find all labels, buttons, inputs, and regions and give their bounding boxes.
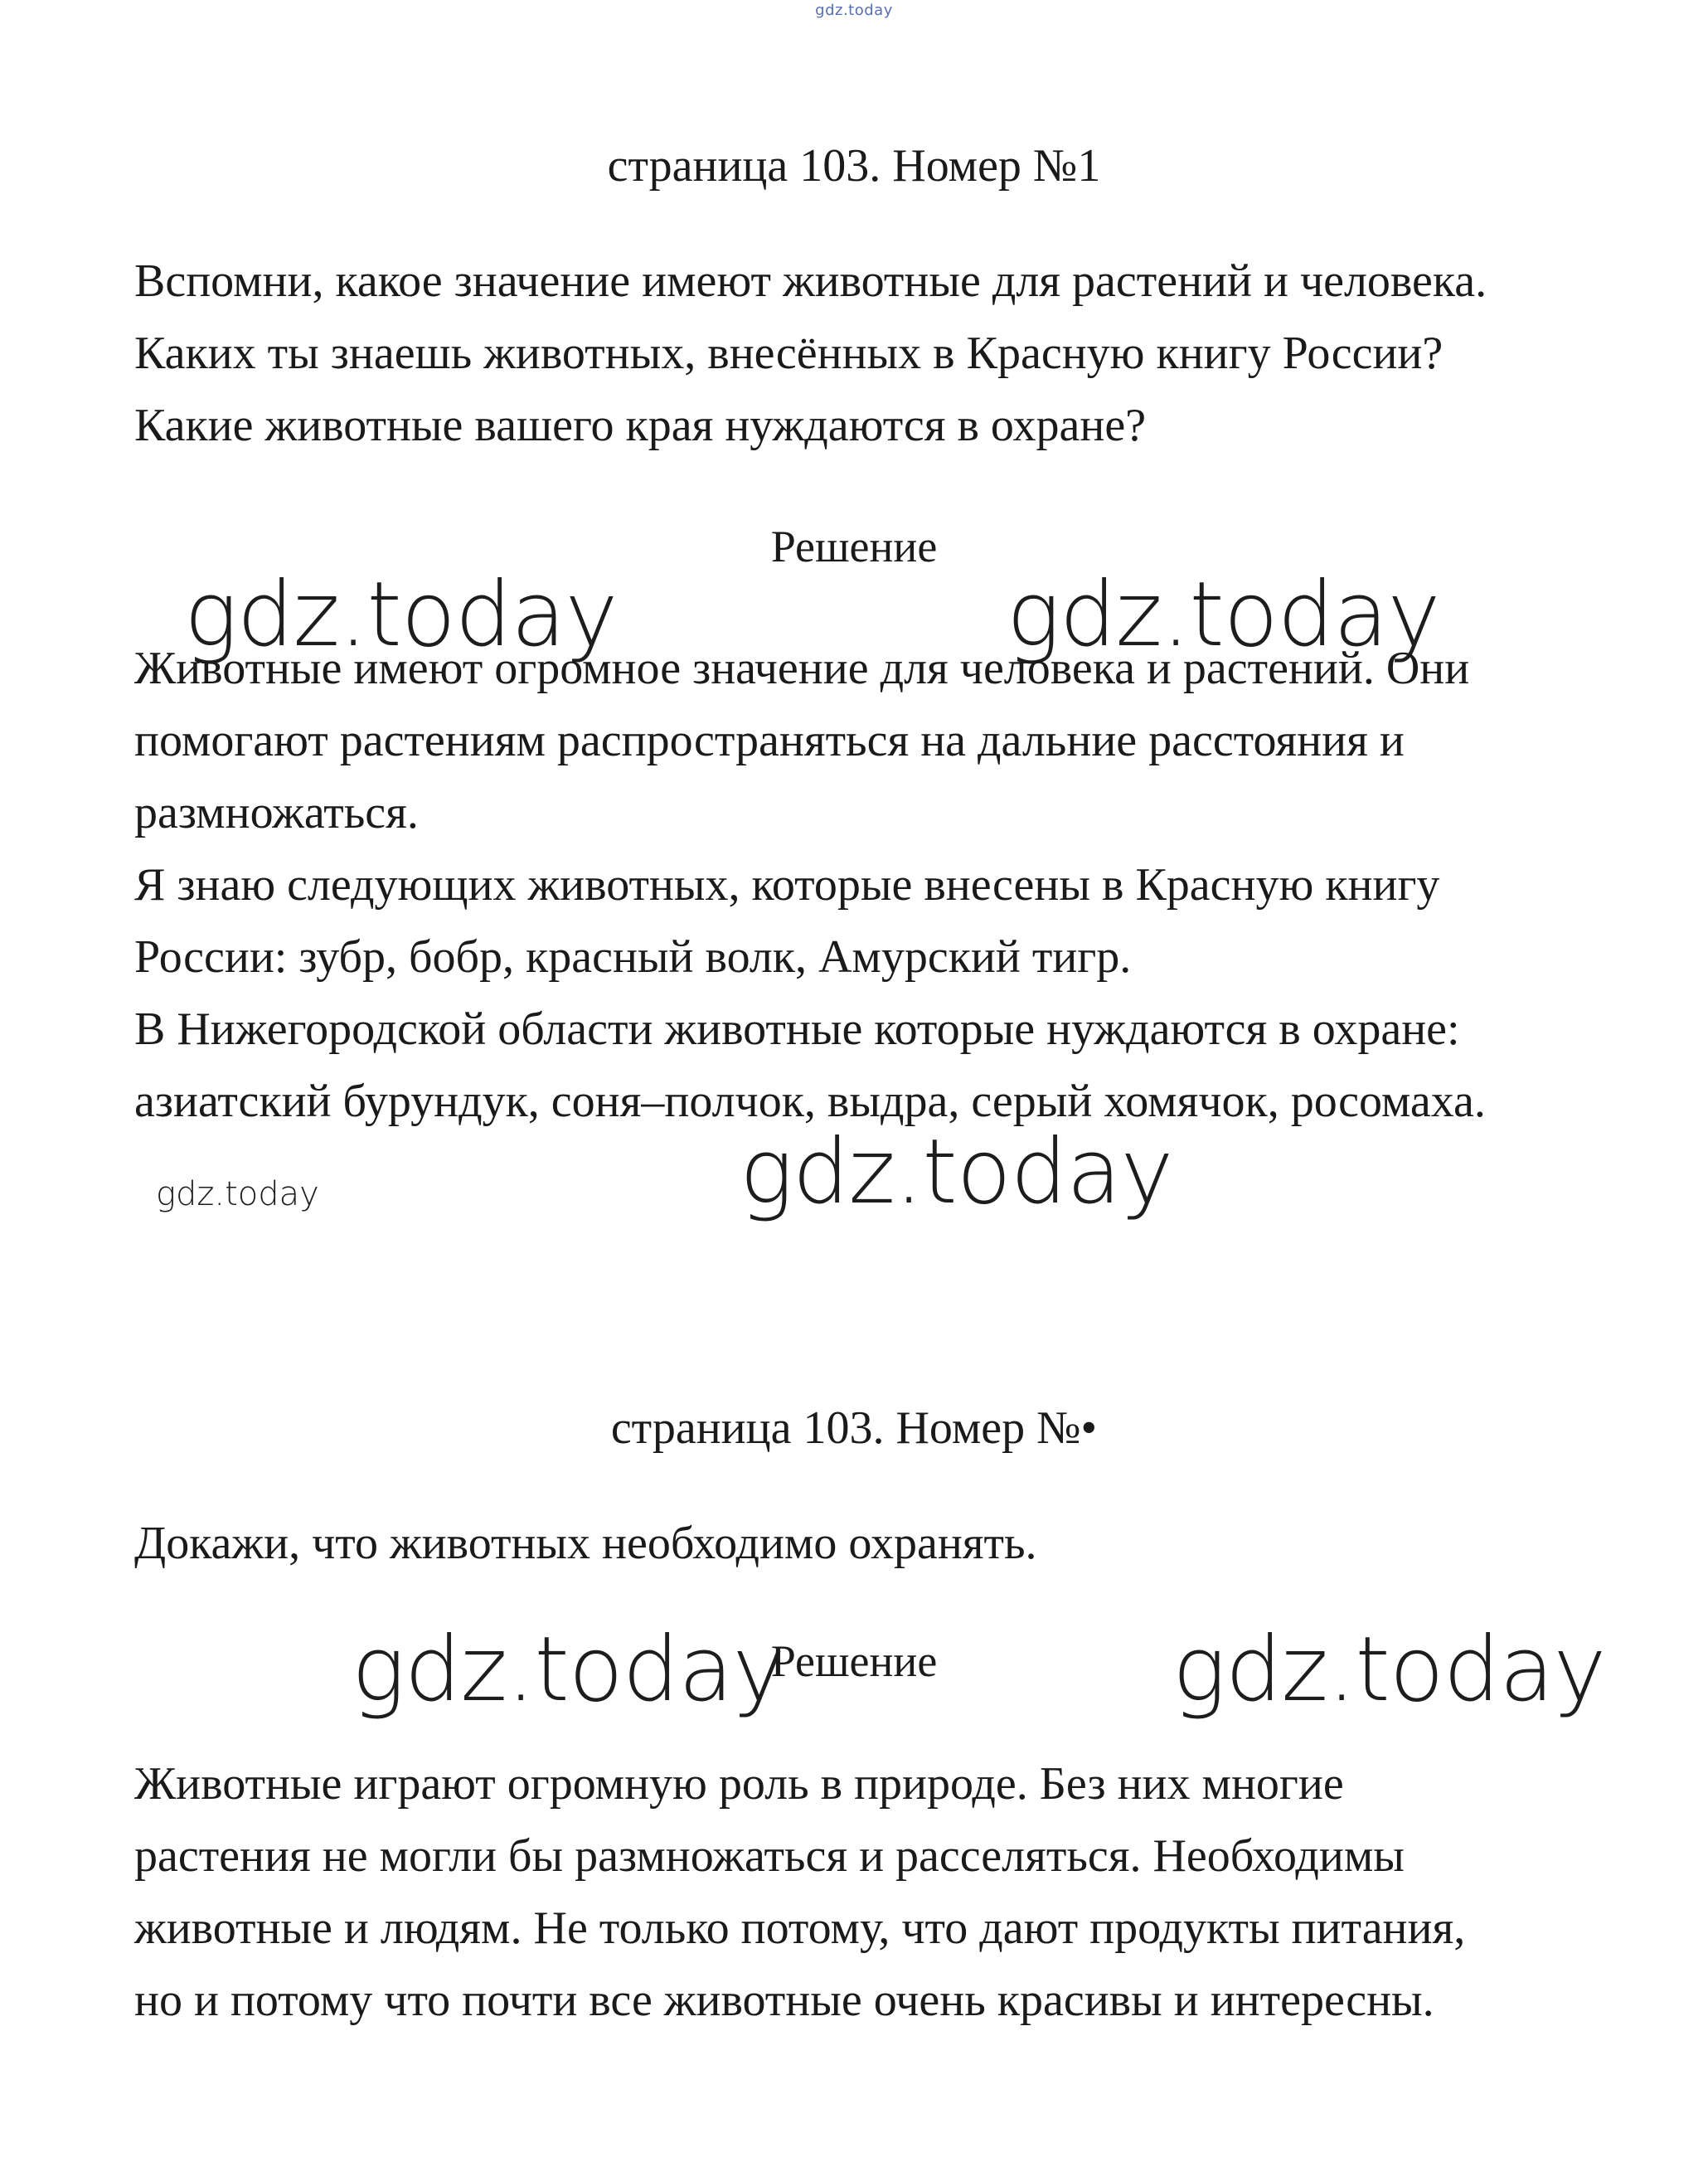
question-line: Каких ты знаешь животных, внесённых в Красную книгу России? [134,328,1444,379]
answer-line: помогают растениям распространяться на дальние расстояния и [134,715,1405,766]
top-watermark: gdz.today [815,2,893,19]
answer-line: растения не могли бы размножаться и расселяться. Необходимы [134,1830,1405,1882]
section1-solution-label: Решение [770,522,938,571]
watermark-small: gdz.today [156,1175,319,1213]
section1-question [134,245,1594,462]
watermark: gdz.today [184,563,618,667]
answer-line: Я знаю следующих животных, которые внесены в Красную книгу [134,859,1440,911]
watermark: gdz.today [1007,563,1440,667]
section1-answer [134,633,1594,1138]
section2-heading: страница 103. Номер №• [610,1402,1098,1454]
answer-line: размножаться. [134,787,419,838]
section1-heading: страница 103. Номер №1 [607,140,1101,192]
section2-question [134,1508,1594,1580]
answer-line: но и потому что почти все животные очень красивы и интересны. [134,1975,1434,2026]
watermark: gdz.today [740,1120,1173,1224]
watermark: gdz.today [1172,1618,1606,1722]
question-line: Какие животные вашего края нуждаются в охране? [134,400,1147,451]
answer-line: Животные играют огромную роль в природе. Без них многие [134,1758,1344,1810]
answer-line: животные и людям. Не только потому, что дают продукты питания, [134,1902,1466,1954]
watermark: gdz.today [352,1618,785,1722]
answer-line: В Нижегородской области животные которые нуждаются в охране: [134,1003,1460,1055]
question-line: Докажи, что животных необходимо охранять. [134,1518,1037,1569]
section2-solution-label: Решение [770,1636,938,1686]
question-line: Вспомни, какое значение имеют животные для растений и человека. [134,255,1487,307]
answer-line: России: зубр, бобр, красный волк, Амурский тигр. [134,931,1132,983]
section2-answer [134,1748,1594,2037]
answer-line: Животные имеют огромное значение для человека и растений. Они [134,643,1470,694]
answer-line: азиатский бурундук, соня–полчок, выдра, серый хомячок, росомаха. [134,1076,1486,1127]
